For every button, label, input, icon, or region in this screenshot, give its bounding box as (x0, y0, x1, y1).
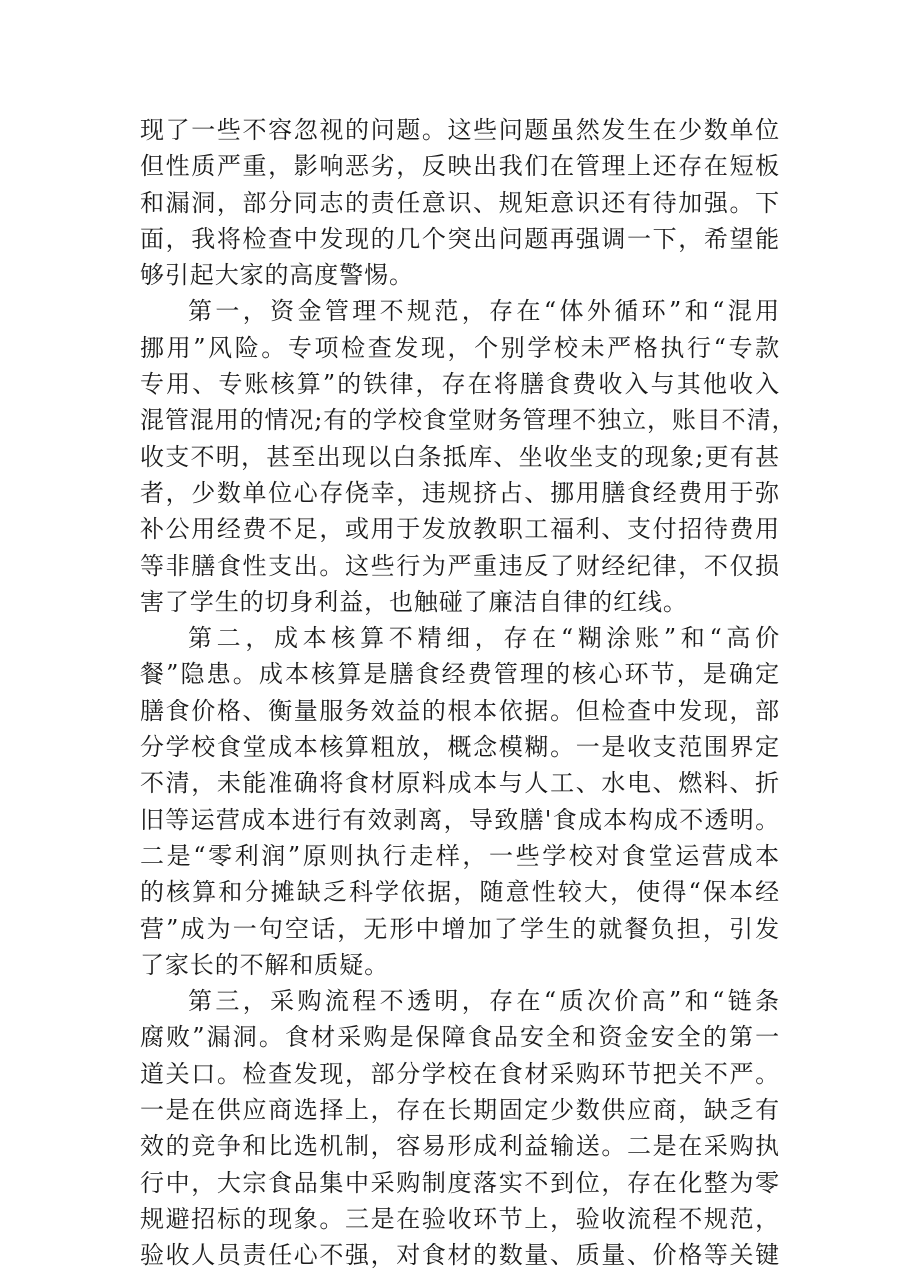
text-line: 补公用经费不足，或用于发放教职工福利、支付招待费用 (140, 515, 780, 544)
text-line: 了家长的不解和质疑。 (140, 950, 389, 979)
text-line: 道关口。检查发现，部分学校在食材采购环节把关不严。 (140, 1059, 780, 1088)
text-line: 现了一些不容忽视的问题。这些问题虽然发生在少数单位 (140, 116, 780, 144)
text-line: 害了学生的切身利益，也触碰了廉洁自律的红线。 (140, 587, 688, 616)
text-line: 腐败”漏洞。食材采购是保障食品安全和资金安全的第一 (140, 1023, 780, 1052)
text-line: 混管混用的情况;有的学校食堂财务管理不独立，账目不清， (140, 406, 797, 435)
text-line: 膳食价格、衡量服务效益的根本依据。但检查中发现，部 (140, 696, 780, 725)
text-line: 分学校食堂成本核算粗放，概念模糊。一是收支范围界定 (140, 733, 780, 762)
text-line: 第三，采购流程不透明，存在“质次价高”和“链条 (188, 987, 780, 1016)
text-line: 营”成为一句空话，无形中增加了学生的就餐负担，引发 (140, 914, 780, 943)
text-line: 够引起大家的高度警惕。 (140, 261, 414, 290)
text-line: 二是“零利润”原则执行走样，一些学校对食堂运营成本 (140, 841, 780, 870)
text-line: 和漏洞，部分同志的责任意识、规矩意识还有待加强。下 (140, 188, 780, 217)
text-line: 第二，成本核算不精细，存在“糊涂账”和“高价 (188, 624, 780, 653)
text-line: 效的竞争和比选机制，容易形成利益输送。二是在采购执 (140, 1132, 780, 1161)
text-line: 等非膳食性支出。这些行为严重违反了财经纪律，不仅损 (140, 551, 780, 580)
text-line: 者，少数单位心存侥幸，违规挤占、挪用膳食经费用于弥 (140, 478, 780, 507)
text-line: 旧等运营成本进行有效剥离，导致膳'食成本构成不透明。 (140, 805, 780, 834)
text-line: 一是在供应商选择上，存在长期固定少数供应商，缺乏有 (140, 1096, 780, 1125)
text-line: 专用、专账核算”的铁律，存在将膳食费收入与其他收入 (140, 370, 780, 399)
text-line: 规避招标的现象。三是在验收环节上，验收流程不规范， (140, 1204, 780, 1233)
document-body (140, 112, 797, 1274)
text-line: 不清，未能准确将食材原料成本与人工、水电、燃料、折 (140, 769, 780, 798)
text-line: 餐”隐患。成本核算是膳食经费管理的核心环节，是确定 (140, 660, 780, 689)
text-line: 挪用”风险。专项检查发现，个别学校未严格执行“专款 (140, 333, 780, 362)
text-line: 面，我将检查中发现的几个突出问题再强调一下，希望能 (140, 224, 780, 253)
text-line: 行中，大宗食品集中采购制度落实不到位，存在化整为零 (140, 1168, 780, 1197)
text-line: 收支不明，甚至出现以白条抵库、坐收坐支的现象;更有甚 (140, 442, 780, 471)
text-line: 第一，资金管理不规范，存在“体外循环”和“混用 (188, 297, 780, 326)
text-line: 验收人员责任心不强，对食材的数量、质量、价格等关键 (140, 1241, 780, 1270)
text-line: 的核算和分摊缺乏科学依据，随意性较大，使得“保本经 (140, 878, 780, 907)
text-line: 但性质严重，影响恶劣，反映出我们在管理上还存在短板 (140, 152, 780, 181)
